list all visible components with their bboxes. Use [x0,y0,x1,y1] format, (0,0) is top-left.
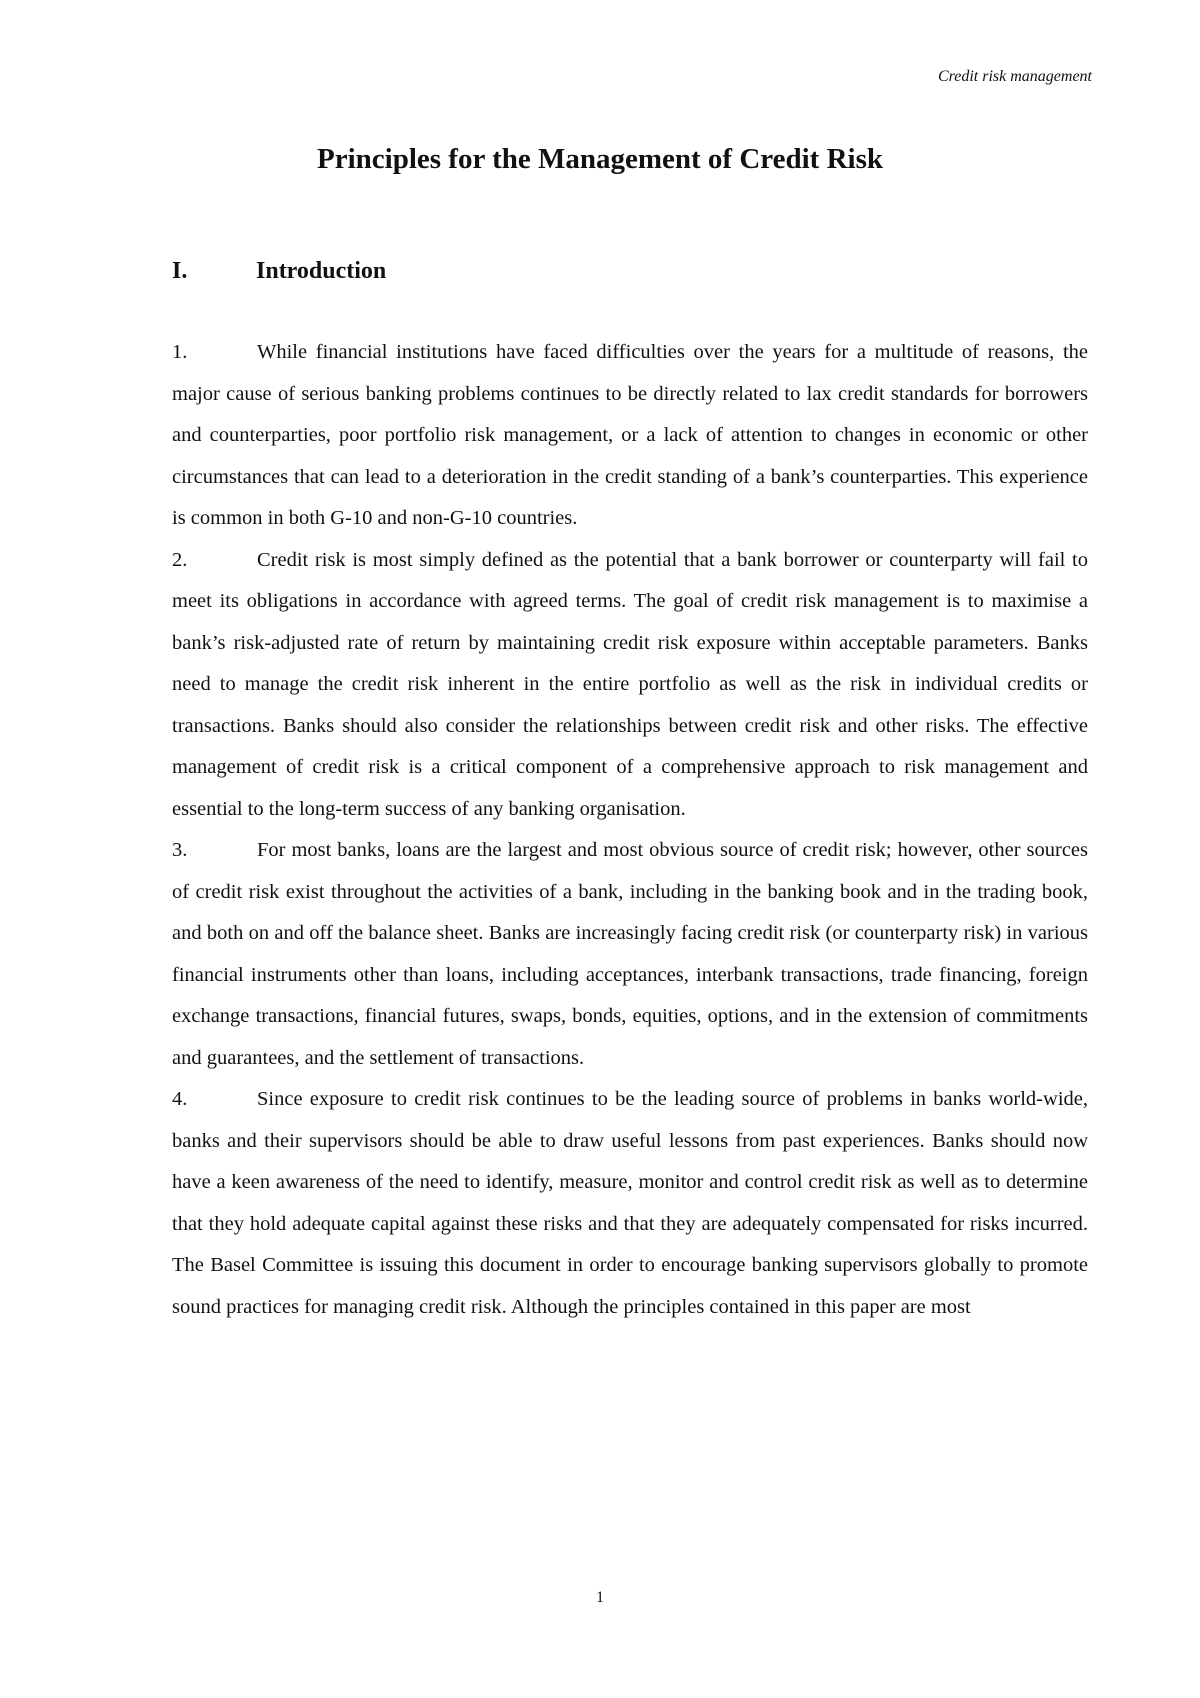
paragraph-number: 1. [172,341,188,363]
paragraph-text: For most banks, loans are the largest and most obvious source of credit risk; however, other sources of credit risk exist throughout the activities of a bank, including in the banking book and in the trading book, and both on and off the balance sheet. Banks are increasingly facing credit risk (or counterparty risk) in various financial instruments other than loans, including acceptances, interbank transactions, trade financing, foreign exchange transactions, financial futures, swaps, bonds, equities, options, and in the extension of commitments and guarantees, and the settlement of transactions. [172,839,1088,1069]
body-text [172,332,1088,1328]
paragraph-number: 2. [172,548,188,571]
paragraph-1 [172,332,1088,540]
section-number: I. [172,258,188,284]
running-header: Credit risk management [937,68,1092,85]
section-title: Introduction [256,258,387,284]
paragraph-4 [172,1079,1088,1328]
page-number: 1 [596,1589,604,1606]
paragraph-2 [172,540,1088,831]
section-heading [172,258,386,285]
document-title: Principles for the Management of Credit Risk [317,143,883,175]
paragraph-text: Credit risk is most simply defined as the potential that a bank borrower or counterparty will fail to meet its obligations in accordance with agreed terms. The goal of credit risk management is to maximise a bank’s risk-adjusted rate of return by maintaining credit risk exposure within acceptable parameters. Banks need to manage the credit risk inherent in the entire portfolio as well as the risk in individual credits or transactions. Banks should also consider the relationships between credit risk and other risks. The effective management of credit risk is a critical component of a comprehensive approach to risk management and essential to the long-term success of any banking organisation. [172,548,1088,820]
paragraph-text: Since exposure to credit risk continues to be the leading source of problems in banks world-wide, banks and their supervisors should be able to draw useful lessons from past experiences. Banks should now have a keen awareness of the need to identify, measure, monitor and control credit risk as well as to determine that they hold adequate capital against these risks and that they are adequately compensated for risks incurred. The Basel Committee is issuing this document in order to encourage banking supervisors globally to promote sound practices for managing credit risk. Although the principles contained in this paper are most [172,1088,1088,1318]
paragraph-text: While financial institutions have faced difficulties over the years for a multitude of reasons, the major cause of serious banking problems continues to be directly related to lax credit standards for borrowers and counterparties, poor portfolio risk management, or a lack of attention to changes in economic or other circumstances that can lead to a deterioration in the credit standing of a bank’s counterparties. This experience is common in both G-10 and non-G-10 countries. [172,341,1088,529]
paragraph-3 [172,830,1088,1079]
paragraph-number: 3. [172,839,188,861]
paragraph-number: 4. [172,1088,188,1110]
